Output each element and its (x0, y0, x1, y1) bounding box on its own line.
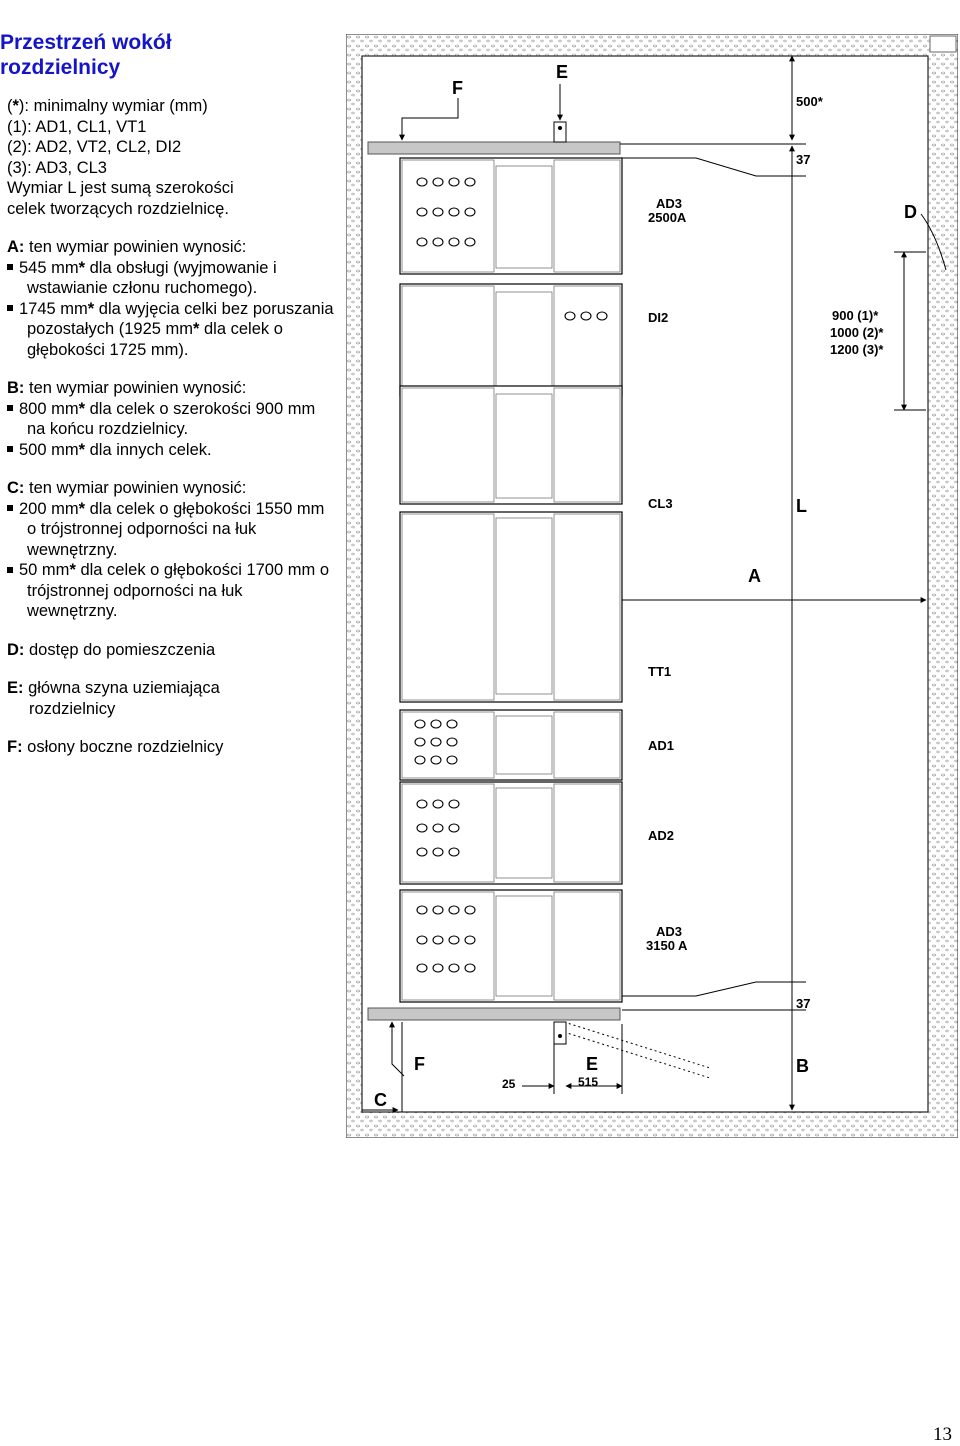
cell-label-7: AD3 (656, 924, 683, 939)
b-item-1: 800 mm* dla celek o szerokości 900 mm na końcu rozdzielnicy. (7, 399, 335, 440)
earthing-busbar-bottom (554, 1022, 566, 1044)
switchgear-room-diagram (346, 34, 958, 1138)
side-cover-bottom (368, 1008, 620, 1020)
cell-label-1: AD3 (656, 196, 683, 211)
cell-label-3: CL3 (648, 496, 673, 511)
cell-6 (400, 782, 622, 884)
cell-sub-7: 3150 A (646, 938, 688, 953)
diagram-label-e-bottom: E (586, 1054, 599, 1074)
dim-900: 900 (1)* (832, 308, 879, 323)
label-f: F: (7, 738, 23, 756)
cell-label-5: AD1 (648, 738, 675, 753)
cell-5 (400, 710, 622, 780)
legend-line-5: celek tworzących rozdzielnicę. (7, 199, 229, 218)
label-e: E: (7, 679, 24, 697)
c-item-2: 50 mm* dla celek o głębokości 1700 mm o trójstronnej odporności na łuk wewnętrzny. (7, 560, 335, 622)
side-cover-top (368, 142, 620, 154)
bullet-icon (7, 405, 13, 411)
c-item-1: 200 mm* dla celek o głębokości 1550 mm o trójstronnej odporności na łuk wewnętrzny. (7, 499, 335, 561)
diagram-label-d: D (904, 202, 917, 222)
legend-block: (*): minimalny wymiar (mm) (1): AD1, CL1, VT1 (2): AD2, VT2, CL2, DI2 (3): AD3, CL3 Wymiar L jest sumą szerokości celek tworzących rozdzielnicę. (7, 96, 335, 219)
diagram-label-e-top: E (556, 62, 569, 82)
bullet-icon (7, 446, 13, 452)
dim-25: 25 (502, 1077, 516, 1091)
label-a: A: (7, 238, 25, 256)
cell-4 (400, 512, 622, 702)
b-item-2: 500 mm* dla innych celek. (7, 440, 335, 461)
section-a: A: ten wymiar powinien wynosić: 545 mm* dla obsługi (wyjmowanie i wstawianie członu ruchomego). 1745 mm* dla wyjęcia celki bez poruszania pozostałych (1925 mm* dla celek o głębokości 1725 mm). (7, 238, 334, 359)
legend-line-3: (3): AD3, CL3 (7, 158, 107, 177)
label-b: B: (7, 379, 25, 397)
cell-sub-1: 2500A (648, 210, 687, 225)
cell-7 (400, 890, 622, 1002)
section-e: E: główna szyna uziemiająca rozdzielnicy (7, 679, 220, 718)
cell-label-2: DI2 (648, 310, 669, 325)
section-d: D: dostęp do pomieszczenia (7, 640, 216, 659)
label-d: D: (7, 640, 25, 659)
bullet-icon (7, 567, 13, 573)
section-c: C: ten wymiar powinien wynosić: 200 mm* dla celek o głębokości 1550 mm o trójstronnej odporności na łuk wewnętrzny. 50 mm* dla celek o głębokości 1700 mm o trójstronnej odporności na łuk wewnętrzny. (7, 478, 335, 622)
diagram-label-f-bottom: F (414, 1054, 425, 1074)
diagram-label-f-top: F (452, 78, 463, 98)
legend-line-1: (1): AD1, CL1, VT1 (7, 117, 147, 136)
legend-line-4: Wymiar L jest sumą szerokości (7, 179, 234, 197)
dim-37-top: 37 (796, 152, 811, 167)
diagram-label-c: C (374, 1090, 387, 1110)
legend-line-2: (2): AD2, VT2, CL2, DI2 (7, 138, 182, 156)
dim-515: 515 (578, 1075, 599, 1089)
label-c: C: (7, 479, 25, 497)
a-item-1: 545 mm* dla obsługi (wyjmowanie i wstawianie członu ruchomego). (7, 258, 335, 299)
a-item-2: 1745 mm* dla wyjęcia celki bez poruszania pozostałych (1925 mm* dla celek o głębokości 1725 mm). (7, 299, 335, 361)
dim-500: 500* (796, 94, 823, 109)
bullet-icon (7, 505, 13, 511)
dim-1200: 1200 (3)* (830, 342, 884, 357)
bullet-icon (7, 264, 13, 270)
title-line-2: rozdzielnicy (0, 56, 121, 79)
cell-label-6: AD2 (648, 828, 675, 843)
bullet-icon (7, 305, 13, 311)
cell-3 (400, 386, 622, 504)
diagram-label-a: A (748, 566, 761, 586)
cell-label-4: TT1 (648, 664, 672, 679)
page-number: 13 (933, 1424, 952, 1445)
section-b: B: ten wymiar powinien wynosić: 800 mm* dla celek o szerokości 900 mm na końcu rozdzielnicy. 500 mm* dla innych celek. (7, 378, 335, 460)
page-title (0, 30, 335, 80)
dim-1000: 1000 (2)* (830, 325, 884, 340)
cell-2 (400, 284, 622, 396)
cell-1 (400, 158, 622, 274)
dim-37-bottom: 37 (796, 996, 811, 1011)
section-f: F: osłony boczne rozdzielnicy (7, 738, 224, 756)
diagram-label-l: L (796, 496, 807, 516)
star-mark: * (12, 97, 19, 115)
diagram-label-b: B (796, 1056, 809, 1076)
switchgear-cells (400, 158, 622, 1002)
text-column (0, 30, 335, 776)
title-line-1: Przestrzeń wokół (0, 31, 172, 54)
